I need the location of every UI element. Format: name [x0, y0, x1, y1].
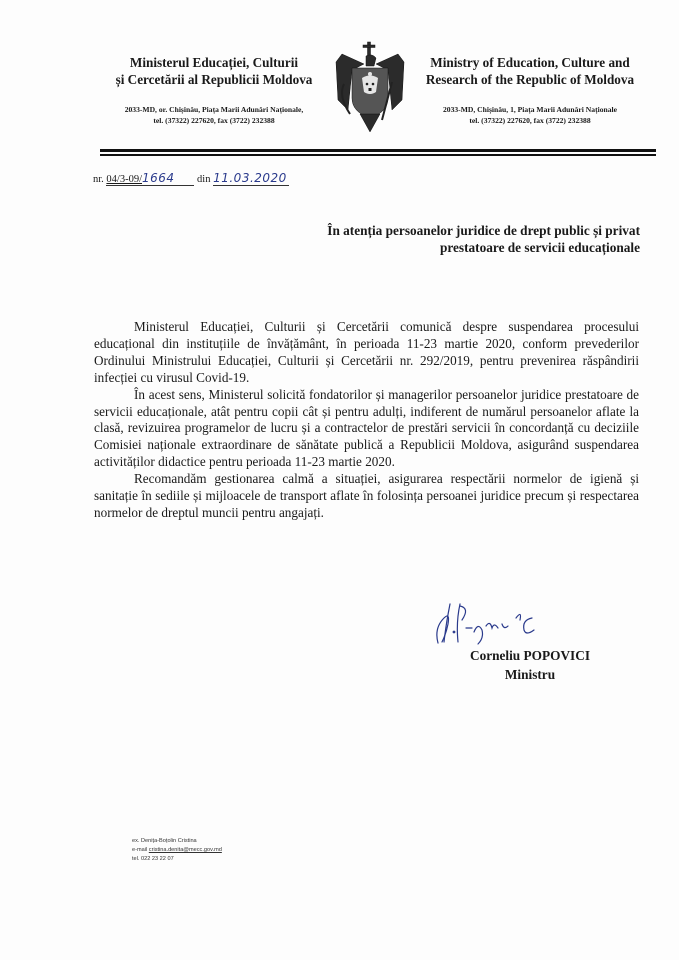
header-divider-thin: [100, 154, 656, 156]
reference-number-field: [106, 171, 194, 186]
reference-number-printed: 04/3-09/: [106, 174, 143, 185]
header-divider-thick: [100, 149, 656, 152]
signer-title: Ministru: [504, 667, 556, 682]
addressee: [260, 222, 640, 256]
body-paragraph: Ministerul Educației, Culturii și Cercetării comunică despre suspendarea procesului educațional din instituțiile de învățământ, în perioada 11-23 martie 2020, conform prevederilor Ordinului Ministrului Educației, Culturii și Cercetării nr. 292/2019, pentru prevenirea răspândirii infecției cu virusul Covid-19.: [94, 319, 639, 385]
signer-name: Corneliu POPOVICI: [469, 648, 591, 663]
coat-of-arms-icon: [330, 40, 410, 134]
executor-email-label: e-mail: [132, 847, 148, 853]
ministry-name-ro-line2: și Cercetării al Republicii Moldova: [115, 72, 313, 87]
body-paragraph: Recomandăm gestionarea calmă a situației, asigurarea respectării normelor de igienă și sanitație în sediile și mijloacele de transport aflate în folosința persoanei juridice precum și respectarea normelor de dreptul muncii pentru angajați.: [94, 471, 639, 520]
reference-date-handwritten: 11.03.2020: [213, 171, 287, 185]
handwritten-signature-icon: [428, 598, 538, 648]
signer-block: [440, 646, 620, 684]
ministry-name-en-line2: Research of the Republic of Moldova: [425, 72, 635, 87]
reference-date-label: din: [197, 174, 211, 185]
ministry-name-en-line1: Ministry of Education, Culture and: [430, 55, 630, 70]
ministry-name-ro-line1: Ministerul Educației, Culturii: [129, 55, 299, 70]
letter-body: [94, 319, 639, 522]
body-paragraph: În acest sens, Ministerul solicită fondatorilor și managerilor persoanelor juridice prestatoare de servicii educaționale, atât pentru copii cât și pentru adulți, indiferent de numărul persoanelor aflate la clasă, revizuirea programelor de lucru și a contractelor de prestări servicii în concordanță cu deciziile Comisiei naționale extraordinare de sănătate publică a Republicii Moldova, asigurând suspendarea activităților didactice pentru perioada 11-23 martie 2020.: [94, 386, 639, 470]
header-ministry-ro: [96, 54, 332, 126]
header-ministry-en: [412, 54, 648, 126]
ministry-address-en: 2033-MD, Chișinău, 1, Piața Marii Adunări Naționale: [442, 105, 618, 114]
executor-email-line: [132, 846, 222, 855]
addressee-line1: În atenția persoanelor juridice de drept public și privat: [327, 223, 640, 238]
executor-email-link[interactable]: cristina.denita@mecc.gov.md: [148, 847, 222, 853]
ministry-phone-en: tel. (37322) 227620, fax (3722) 232388: [469, 116, 591, 125]
executor-footer: [132, 837, 222, 864]
ministry-address-ro: 2033-MD, or. Chișinău, Piața Marii Adunări Naționale,: [124, 105, 304, 114]
reference-number-handwritten: 1664: [142, 171, 175, 185]
reference-prefix: nr.: [93, 174, 104, 185]
reference-line: [93, 171, 289, 186]
executor-name: ex. Denița-Boțolin Cristina: [132, 838, 197, 844]
ministry-phone-ro: tel. (37322) 227620, fax (3722) 232388: [153, 116, 275, 125]
addressee-line2: prestatoare de servicii educaționale: [439, 240, 640, 255]
reference-date-field: [213, 171, 289, 186]
executor-phone: tel. 022 23 22 07: [132, 856, 174, 862]
